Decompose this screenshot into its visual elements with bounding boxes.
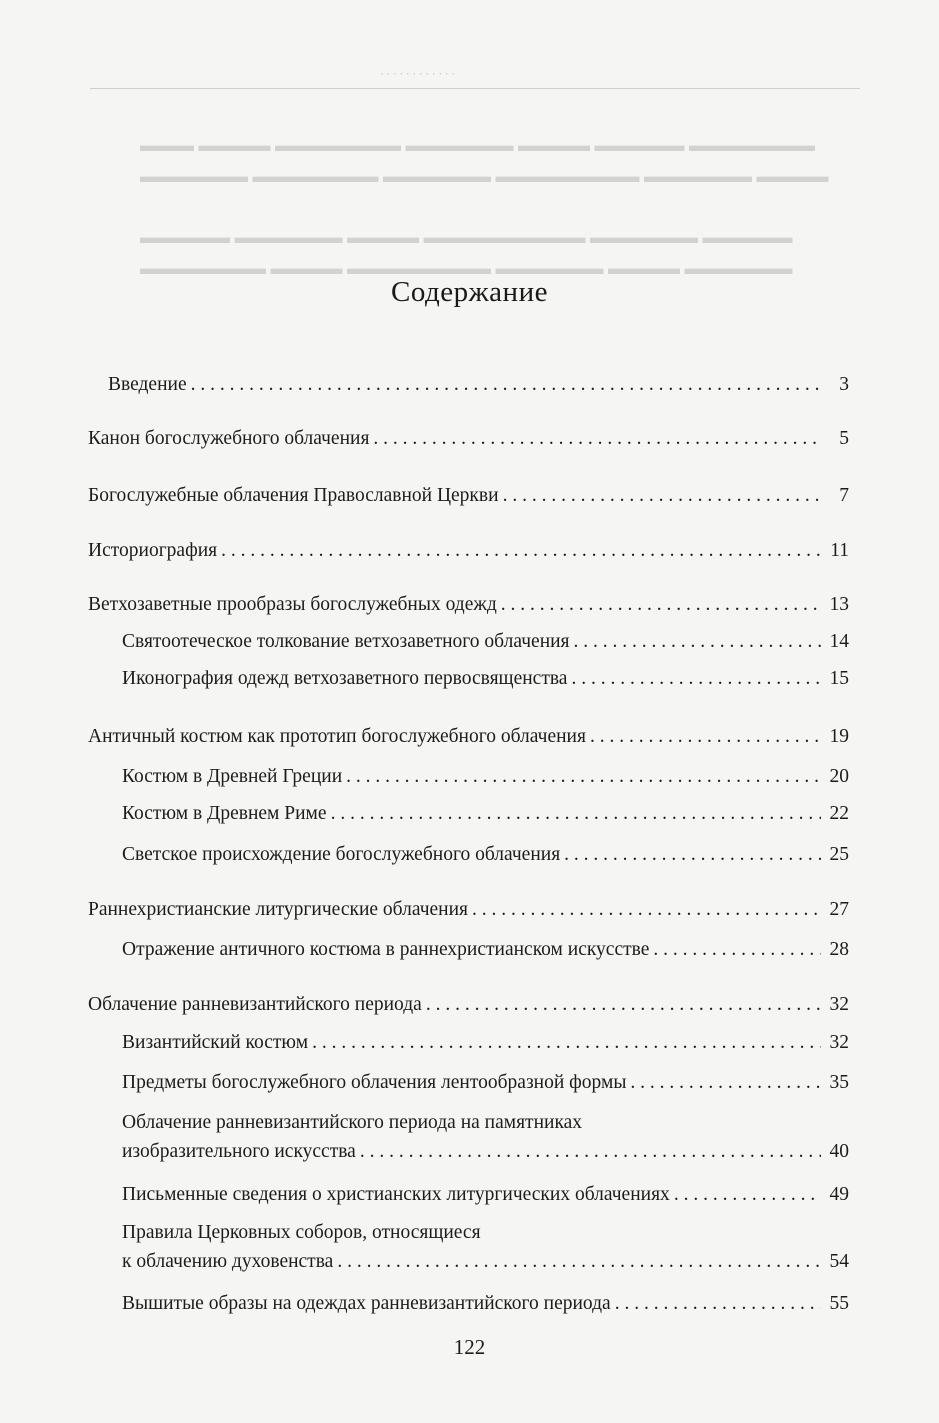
page-number: 122 [453, 1335, 486, 1359]
toc-entry[interactable] [88, 593, 849, 617]
toc-entry-title: Ветхозаветные прообразы богослужебных одежд [88, 594, 497, 615]
toc-entry-page: 35 [829, 1072, 849, 1093]
toc-entry-first-line: Облачение ранневизантийского периода на памятниках [122, 1112, 583, 1133]
toc-entry-page: 14 [829, 631, 849, 652]
toc-entry-page: 3 [839, 374, 849, 395]
toc-entry-title: Историография [88, 540, 218, 561]
toc-leader-dots [360, 1140, 821, 1164]
bleed-through-header: · · · · · · · · · · · · [380, 66, 455, 81]
toc-entry-page: 49 [829, 1184, 849, 1205]
toc-leader-dots [564, 843, 821, 867]
toc-entry[interactable] [122, 1140, 849, 1164]
toc-entry-title: изобразительного искусства [122, 1141, 356, 1162]
toc-entry[interactable] [122, 1031, 849, 1055]
toc-entry[interactable] [88, 427, 849, 451]
toc-entry-page: 20 [829, 766, 849, 787]
toc-entry-title: к облачению духовенства [122, 1251, 334, 1272]
page-title: Содержание [391, 276, 548, 308]
toc-entry[interactable] [88, 539, 849, 563]
toc-leader-dots [630, 1071, 821, 1095]
toc-entry-page: 11 [830, 540, 849, 561]
toc-leader-dots [590, 725, 821, 749]
toc-leader-dots [346, 765, 821, 789]
toc-entry-title: Византийский костюм [122, 1032, 309, 1053]
toc-entry[interactable] [88, 725, 849, 749]
toc-entry[interactable] [122, 938, 849, 962]
toc-entry-page: 13 [829, 594, 849, 615]
toc-leader-dots [653, 938, 821, 962]
toc-entry-title: Иконография одежд ветхозаветного первосвященства [122, 668, 568, 689]
toc-entry[interactable] [122, 1250, 849, 1274]
toc-leader-dots [571, 667, 821, 691]
toc-entry-title: Предметы богослужебного облачения лентообразной формы [122, 1072, 627, 1093]
toc-leader-dots [337, 1250, 821, 1274]
toc-leader-dots [221, 539, 821, 563]
toc-entry-page: 40 [829, 1141, 849, 1162]
toc-leader-dots [373, 427, 821, 451]
toc-entry-page: 32 [829, 1032, 849, 1053]
toc-entry-page: 15 [829, 668, 849, 689]
toc-entry[interactable] [122, 1292, 849, 1316]
toc-entry-page: 32 [829, 994, 849, 1015]
toc-entry-title: Античный костюм как прототип богослужебного облачения [88, 726, 586, 747]
toc-entry-title: Светское происхождение богослужебного облачения [122, 844, 561, 865]
toc-entry-page: 7 [839, 485, 849, 506]
bleed-through-rule [90, 88, 860, 89]
toc-entry[interactable] [122, 1071, 849, 1095]
toc-entry-title: Письменные сведения о христианских литургических облачениях [122, 1184, 670, 1205]
toc-entry-title: Облачение ранневизантийского периода [88, 994, 422, 1015]
toc-leader-dots [501, 593, 821, 617]
toc-entry[interactable] [108, 373, 849, 397]
toc-entry-title: Введение [108, 374, 187, 395]
toc-entry[interactable] [122, 1183, 849, 1207]
toc-entry-page: 28 [829, 939, 849, 960]
toc-entry-page: 5 [839, 428, 849, 449]
toc-leader-dots [574, 630, 821, 654]
toc-leader-dots [472, 898, 821, 922]
toc-entry-title: Канон богослужебного облачения [88, 428, 370, 449]
toc-entry-page: 22 [829, 803, 849, 824]
toc-entry-title: Раннехристианские литургические облачения [88, 899, 469, 920]
toc-leader-dots [191, 373, 821, 397]
toc-leader-dots [312, 1031, 821, 1055]
toc-entry-title: Костюм в Древнем Риме [122, 803, 327, 824]
toc-leader-dots [503, 484, 821, 508]
toc-leader-dots [331, 802, 821, 826]
toc-leader-dots [615, 1292, 821, 1316]
toc-entry[interactable] [122, 843, 849, 867]
toc-entry[interactable] [122, 765, 849, 789]
toc-entry-page: 54 [829, 1251, 849, 1272]
toc-entry[interactable] [88, 898, 849, 922]
toc-entry[interactable] [88, 484, 849, 508]
toc-leader-dots [674, 1183, 821, 1207]
toc-entry-page: 27 [829, 899, 849, 920]
toc-entry[interactable] [122, 630, 849, 654]
toc-entry-first-line: Правила Церковных соборов, относящиеся [122, 1222, 481, 1243]
toc-entry[interactable] [88, 993, 849, 1017]
book-page: · · · · · · · · · · · · ▬▬▬ ▬▬▬▬ ▬▬▬▬▬▬▬ ▬▬▬▬▬▬ ▬▬▬▬ ▬▬▬▬▬ ▬▬▬▬▬▬▬ ▬▬▬▬▬▬ ▬▬▬▬▬▬▬ ▬▬▬▬▬▬ ▬▬▬▬▬▬▬▬ ▬▬▬▬▬▬ ▬▬▬▬ ▬▬▬▬▬ ▬▬▬▬▬▬ ▬▬▬▬ ▬▬▬▬▬▬▬▬▬ ▬▬▬▬▬▬ ▬▬▬▬▬ ▬▬▬▬▬▬▬ ▬▬▬▬ ▬▬▬▬▬▬▬▬ ▬▬▬▬▬▬ ▬▬▬▬ ▬▬▬▬▬▬ Содержание Введение . . . 3 Канон богослужебного облачения . . . 5 Богослужебные облачения Православной Церкви . . . 7 Историография . . . 11 Ветхозаветные прообразы богослужебных одежд . . . 13 Святоотеческое толкование ветхозаветного облачения . . . 14 Иконография одежд ветхозаветного первосвященства . . . 15 Античный костюм как прототип богослужебного облачения . . . 19 Костюм в Древней Греции . . . 20 Костюм в Древнем Риме . . . 22 Светское происхождение богослужебного облачения . . . 25 Раннехристианские литургические облачения . . . 27 Отражение античного костюма в раннехристианском искусстве . . . 28 Облачение ранневизантийского периода . . . 32 Византийский костюм . . . 32 Предметы богослужебного облачения лентообразной формы . . . 35 Облачение ранневизантийского периода на памятниках изобразительного искусства . . . 40 Письменные сведения о христианских литургических облачениях . . . 49 Правила Церковных соборов, относящиеся к облачению духовенства . . . 54 Вышитые образы на одеждах ранневизантийского периода . . . 55 122 [0, 0, 939, 1423]
toc-entry-page: 55 [829, 1293, 849, 1314]
toc-leader-dots [426, 993, 821, 1017]
toc-entry-page: 19 [829, 726, 849, 747]
toc-entry[interactable] [122, 802, 849, 826]
toc-entry-page: 25 [829, 844, 849, 865]
toc-entry[interactable] [122, 667, 849, 691]
toc-entry-title: Вышитые образы на одеждах ранневизантийского периода [122, 1293, 611, 1314]
toc-entry-title: Святоотеческое толкование ветхозаветного облачения [122, 631, 570, 652]
toc-entry-title: Отражение античного костюма в раннехристианском искусстве [122, 939, 650, 960]
toc-entry-title: Костюм в Древней Греции [122, 766, 343, 787]
toc-entry-title: Богослужебные облачения Православной Церкви [88, 485, 499, 506]
